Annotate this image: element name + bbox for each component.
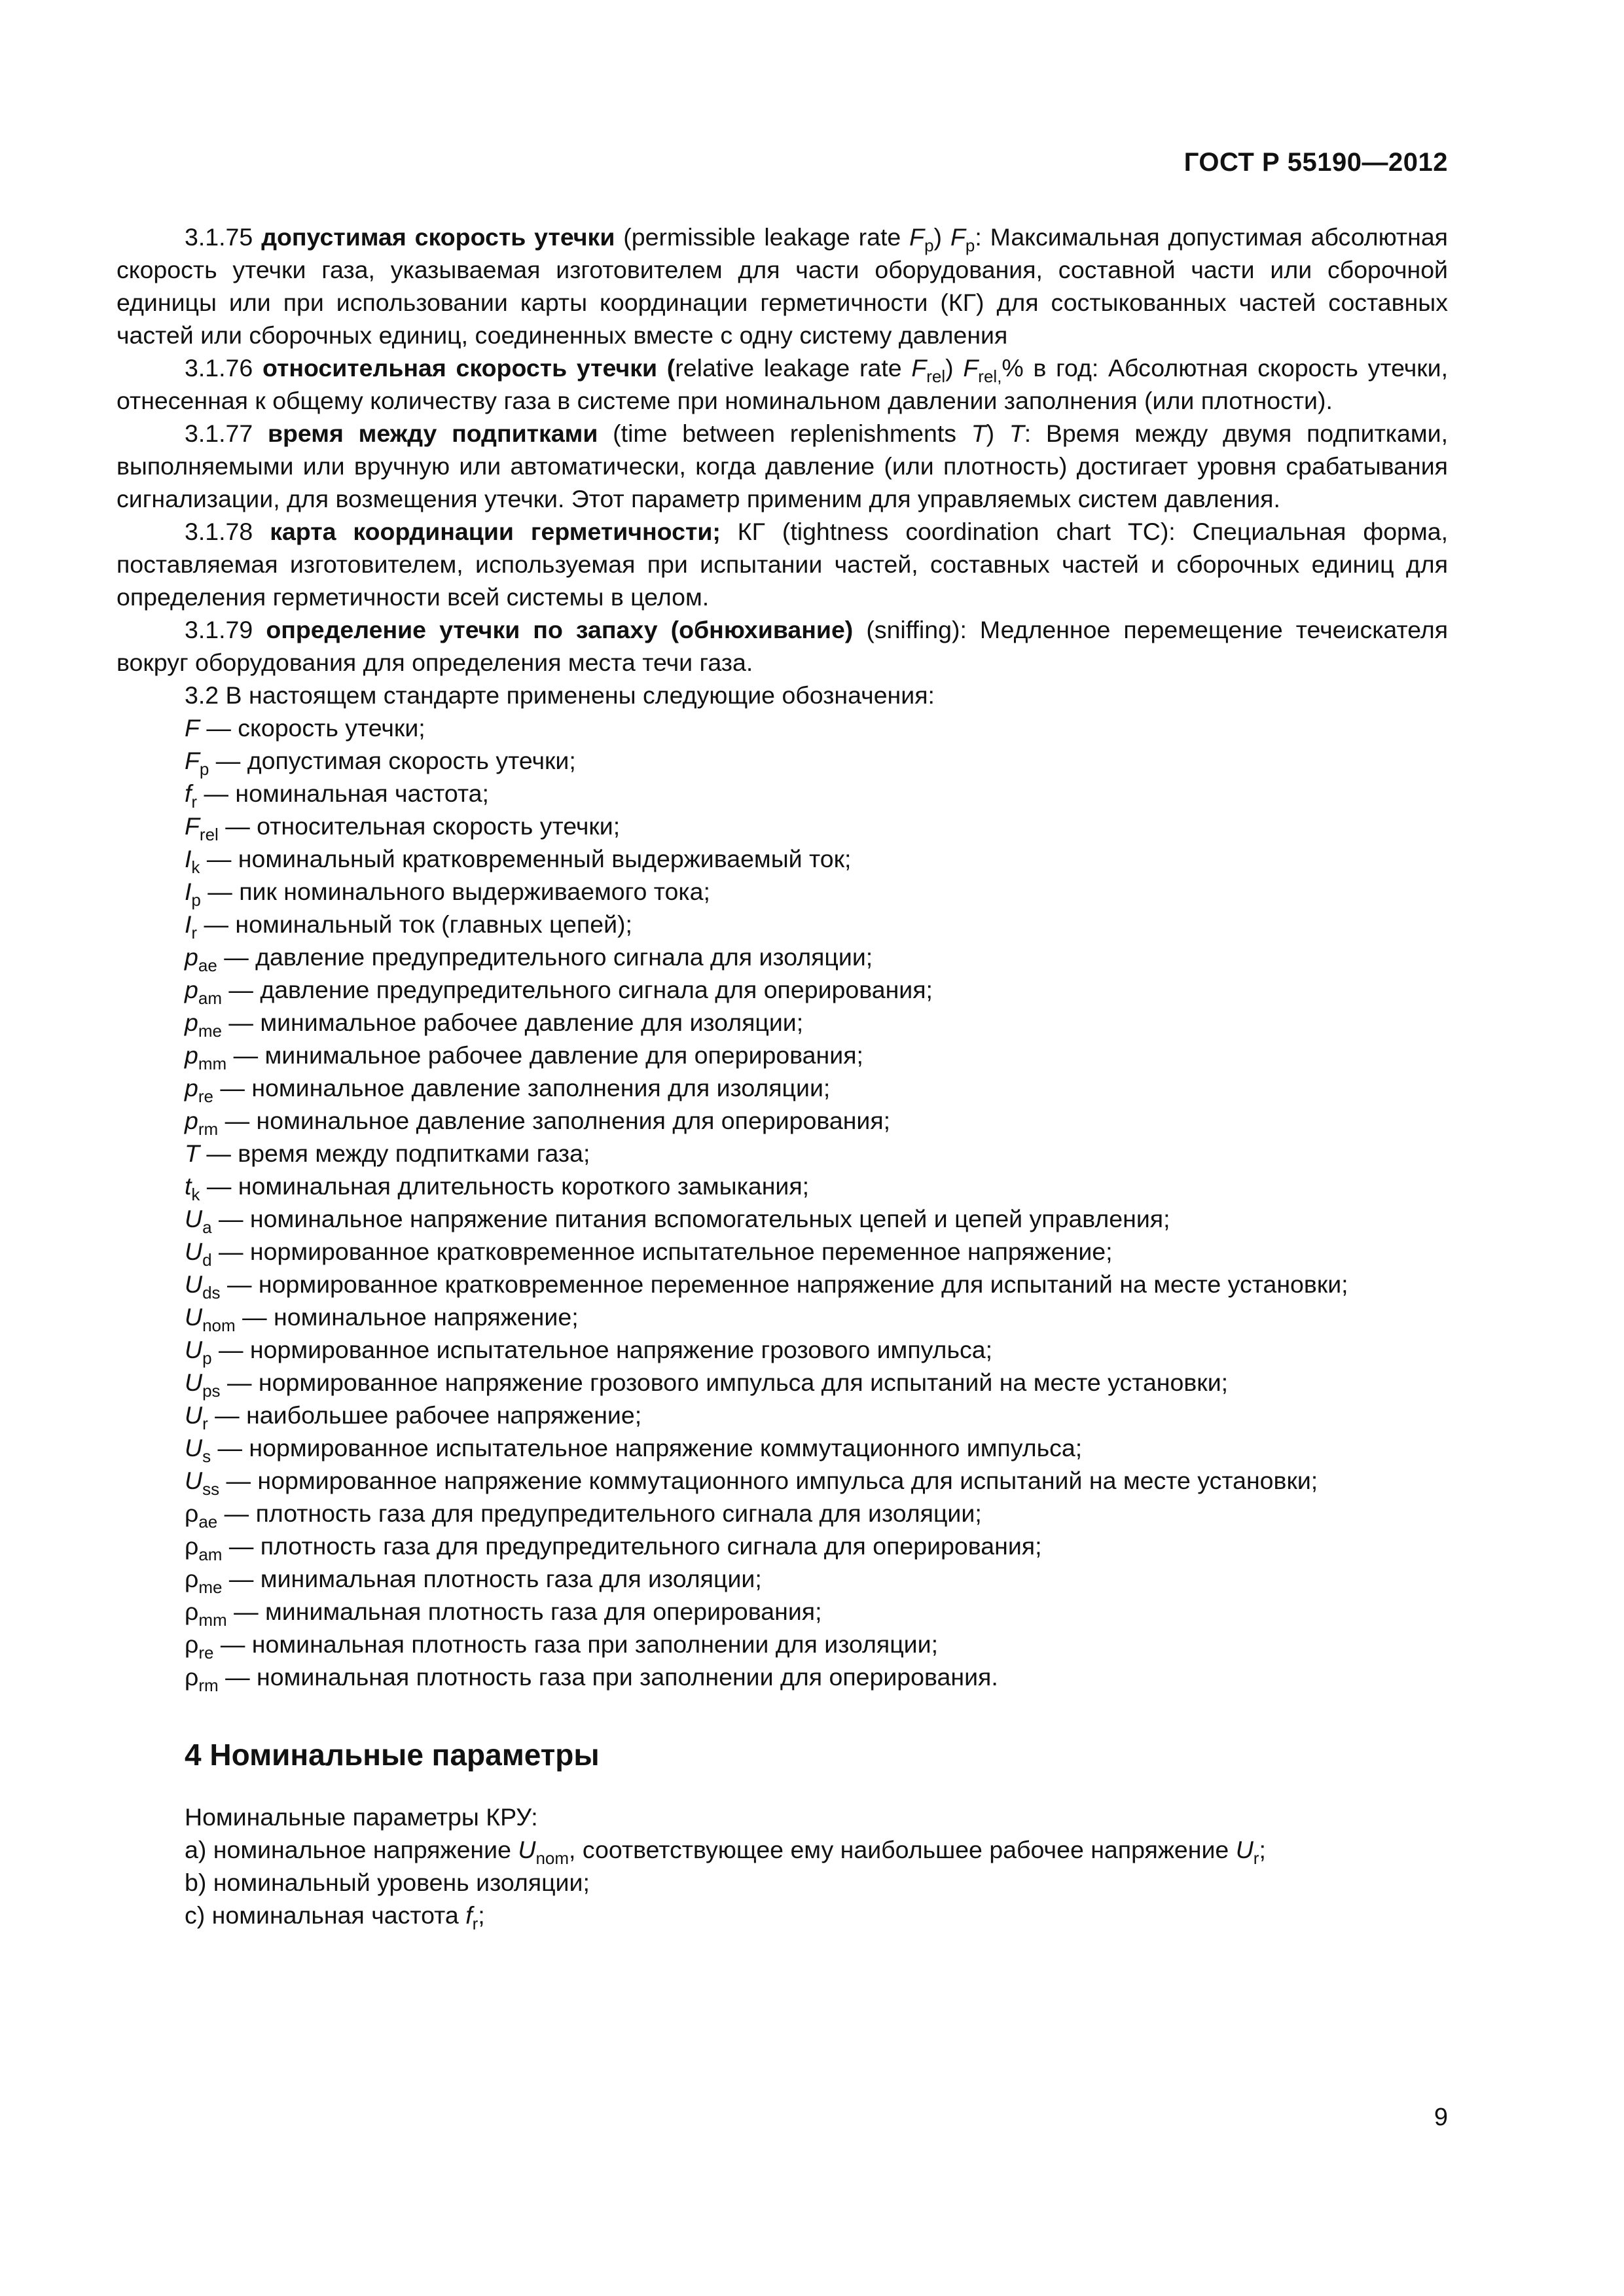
- symbol: T: [1009, 420, 1024, 447]
- symbol-description: — скорость утечки;: [199, 714, 425, 742]
- symbol-subscript: re: [198, 1643, 214, 1662]
- symbol: ρ: [185, 1630, 199, 1658]
- symbol: ρ: [185, 1565, 199, 1592]
- symbol-row: [117, 1562, 1448, 1595]
- definition-english: (permissible leakage rate: [615, 223, 910, 251]
- symbol-row: [117, 1006, 1448, 1039]
- symbol: F: [911, 354, 927, 382]
- symbol-subscript: s: [202, 1446, 211, 1466]
- symbol-subscript: re: [198, 1086, 213, 1106]
- symbol-description: — номинальное напряжение;: [235, 1303, 579, 1331]
- symbol-subscript: r: [191, 923, 198, 942]
- list-item-a: [117, 1833, 1448, 1866]
- section-heading: 4 Номинальные параметры: [185, 1738, 600, 1772]
- definition-english: relative leakage rate: [675, 354, 912, 382]
- symbol-subscript: mm: [198, 1054, 227, 1073]
- symbol: f: [465, 1901, 473, 1929]
- symbol: p: [185, 943, 198, 971]
- definition-number: 3.1.75: [185, 223, 253, 251]
- definition-term: допустимая скорость утечки: [261, 223, 615, 251]
- symbol: I: [185, 845, 192, 872]
- symbol-row: [117, 842, 1448, 875]
- symbol-description: — нормированное кратковременное переменное напряжение для испытаний на месте установки;: [220, 1270, 1348, 1298]
- symbol: U: [185, 1238, 203, 1265]
- symbol-description: — номинальное напряжение питания вспомогательных цепей и цепей управления;: [211, 1205, 1170, 1232]
- symbol-row: [117, 1399, 1448, 1431]
- symbol-row: [117, 1366, 1448, 1399]
- definition-english-close: ): [986, 420, 1009, 447]
- definition-term: определение утечки по запаху (обнюхивание): [266, 616, 854, 643]
- symbols-intro: 3.2 В настоящем стандарте применены следующие обозначения:: [185, 681, 935, 709]
- symbol: U: [185, 1369, 203, 1396]
- symbol-row: [117, 1300, 1448, 1333]
- definition-3-1-79: [117, 613, 1448, 679]
- symbol-description: — номинальная частота;: [197, 780, 489, 807]
- definition-text: : Максимальная допустимая абсолютная скорость утечки газа, указываемая изготовителем для части оборудования, составной части или сборочной единицы или при использовании карты координации герметичности (КГ) для состыкованных частей составных частей или сборочных единиц, соединенных вместе с одну систему давления: [117, 223, 1448, 349]
- symbol-row: [117, 1137, 1448, 1170]
- symbol-description: — плотность газа для предупредительного сигнала для оперирования;: [222, 1532, 1042, 1560]
- symbol-row: [117, 941, 1448, 973]
- symbol-row: [117, 711, 1448, 744]
- symbol: ρ: [185, 1663, 199, 1691]
- symbol-row: [117, 1497, 1448, 1530]
- definition-term: карта координации герметичности;: [270, 518, 721, 545]
- symbol-subscript: r: [472, 1914, 478, 1933]
- symbol-subscript: nom: [202, 1316, 236, 1335]
- symbol: p: [185, 1041, 198, 1069]
- symbol-row: [117, 1235, 1448, 1268]
- symbol-description: — нормированное испытательное напряжение грозового импульса;: [211, 1336, 993, 1363]
- symbol-row: [117, 908, 1448, 941]
- symbol-row: [117, 1268, 1448, 1300]
- symbol: p: [185, 1074, 198, 1102]
- symbol-row: [117, 1039, 1448, 1071]
- symbol-description: — относительная скорость утечки;: [218, 812, 621, 840]
- symbol-subscript: r: [1253, 1848, 1259, 1868]
- symbol-subscript: rel: [926, 367, 946, 386]
- definition-3-1-78: [117, 515, 1448, 613]
- symbol-description: — давление предупредительного сигнала для оперирования;: [221, 976, 933, 1003]
- definition-term: время между подпитками: [267, 420, 598, 447]
- symbol-row: [117, 875, 1448, 908]
- symbol-description: — номинальное давление заполнения для изоляции;: [213, 1074, 831, 1102]
- page-header-doc-id: ГОСТ Р 55190—2012: [1183, 148, 1448, 177]
- definition-number: 3.1.78: [185, 518, 253, 545]
- symbol-description: — наибольшее рабочее напряжение;: [208, 1401, 642, 1429]
- symbol-row: [117, 1333, 1448, 1366]
- list-item-b: b) номинальный уровень изоляции;: [185, 1869, 590, 1896]
- symbol-row: [117, 1628, 1448, 1660]
- symbol-row: [117, 1464, 1448, 1497]
- symbol-subscript: rel: [199, 825, 219, 844]
- symbol-row: [117, 810, 1448, 842]
- symbol-subscript: a: [202, 1217, 212, 1237]
- symbol-description: — номинальный кратковременный выдерживаемый ток;: [200, 845, 852, 872]
- symbol-subscript: mm: [198, 1610, 227, 1630]
- symbol: t: [185, 1172, 192, 1200]
- symbol-row: [117, 1660, 1448, 1693]
- symbol-description: — номинальная длительность короткого замыкания;: [200, 1172, 810, 1200]
- symbol-description: — плотность газа для предупредительного сигнала для изоляции;: [217, 1499, 982, 1527]
- symbol-row: [117, 1202, 1448, 1235]
- symbol-description: — нормированное кратковременное испытательное переменное напряжение;: [211, 1238, 1113, 1265]
- symbol-description: — минимальная плотность газа для изоляции;: [222, 1565, 762, 1592]
- symbol-subscript: k: [191, 857, 200, 877]
- symbol: p: [185, 1107, 198, 1134]
- definition-number: 3.1.77: [185, 420, 253, 447]
- symbol-description: — минимальная плотность газа для оперирования;: [226, 1598, 822, 1625]
- definition-text: (sniffing): Медленное перемещение течеискателя вокруг оборудования для определения места течи газа.: [117, 616, 1449, 676]
- symbol-subscript: p: [199, 759, 209, 779]
- symbol-description: — время между подпитками газа;: [199, 1139, 590, 1167]
- symbol: U: [185, 1270, 203, 1298]
- definition-3-1-75: [117, 221, 1448, 351]
- item-text: c) номинальная частота: [185, 1901, 466, 1929]
- symbol: U: [185, 1336, 203, 1363]
- symbol-row: [117, 973, 1448, 1006]
- symbol-description: — минимальное рабочее давление для оперирования;: [226, 1041, 863, 1069]
- symbol-row: [117, 1104, 1448, 1137]
- item-text: ;: [1259, 1836, 1266, 1863]
- symbol: U: [185, 1303, 203, 1331]
- symbol-description: — номинальная плотность газа при заполнении для оперирования.: [218, 1663, 998, 1691]
- symbol-row: [117, 1530, 1448, 1562]
- symbol: F: [950, 223, 965, 251]
- symbol-description: — нормированное испытательное напряжение коммутационного импульса;: [211, 1434, 1083, 1462]
- symbol-row: [117, 1595, 1448, 1628]
- symbol-description: — номинальный ток (главных цепей);: [197, 910, 632, 938]
- symbol-row: [117, 777, 1448, 810]
- symbol-row: [117, 1071, 1448, 1104]
- definition-text: : Время между двумя подпитками, выполняемыми или вручную или автоматически, когда давление (или плотность) достигает уровня срабатывания сигнализации, для возмещения утечки. Этот параметр применим для управляемых систем давления.: [117, 420, 1448, 512]
- symbol: U: [185, 1205, 203, 1232]
- definition-text: % в год: Абсолютная скорость утечки, отнесенная к общему количеству газа в системе при номинальном давлении заполнения (или плотности).: [117, 354, 1449, 414]
- symbol-subscript: r: [202, 1414, 208, 1433]
- list-item-c: [117, 1899, 1448, 1931]
- symbol: F: [963, 354, 979, 382]
- symbol-subscript: ps: [202, 1381, 221, 1401]
- symbol-description: — номинальное давление заполнения для оперирования;: [218, 1107, 891, 1134]
- symbol: T: [971, 420, 986, 447]
- page-number: 9: [1434, 2104, 1448, 2131]
- symbol-description: — нормированное напряжение коммутационного импульса для испытаний на месте установки;: [219, 1467, 1318, 1494]
- definition-text: КГ (tightness coordination chart ТС): Специальная форма, поставляемая изготовителем, используемая при испытании частей, составных частей и сборочных единиц для определения герметичности всей системы в целом.: [117, 518, 1448, 611]
- item-text: ;: [478, 1901, 485, 1929]
- symbol-subscript: ss: [202, 1479, 220, 1499]
- symbol: T: [185, 1139, 200, 1167]
- symbol-subscript: me: [198, 1577, 223, 1597]
- symbol: F: [185, 714, 200, 742]
- symbol-subscript: d: [202, 1250, 212, 1270]
- symbol-description: — номинальная плотность газа при заполнении для изоляции;: [213, 1630, 938, 1658]
- definition-number: 3.1.76: [185, 354, 253, 382]
- symbol-subscript: p: [191, 890, 201, 910]
- symbol: ρ: [185, 1499, 199, 1527]
- definition-term: относительная скорость утечки (: [262, 354, 676, 382]
- symbol-subscript: ae: [198, 956, 217, 975]
- definition-3-1-77: [117, 417, 1448, 515]
- symbol: f: [185, 780, 192, 807]
- symbol-row: [117, 744, 1448, 777]
- symbol-description: — минимальное рабочее давление для изоляции;: [221, 1009, 804, 1036]
- symbol-subscript: rm: [198, 1119, 219, 1139]
- symbol: p: [185, 1009, 198, 1036]
- symbol-subscript: am: [198, 988, 222, 1008]
- symbol: U: [185, 1434, 203, 1462]
- symbol: F: [185, 812, 200, 840]
- symbol: U: [518, 1836, 536, 1863]
- symbol-subscript: rm: [198, 1676, 219, 1695]
- symbol-description: — допустимая скорость утечки;: [209, 747, 576, 774]
- symbol-subscript: me: [198, 1021, 222, 1041]
- symbol-subscript: rel,: [978, 367, 1002, 386]
- symbol-description: — нормированное напряжение грозового импульса для испытаний на месте установки;: [220, 1369, 1229, 1396]
- symbol-description: — давление предупредительного сигнала для изоляции;: [217, 943, 873, 971]
- symbol-subscript: p: [202, 1348, 212, 1368]
- symbol: ρ: [185, 1532, 199, 1560]
- symbol: I: [185, 910, 192, 938]
- definition-english: (time between replenishments: [598, 420, 971, 447]
- symbol-subscript: am: [198, 1545, 223, 1564]
- symbol: I: [185, 878, 192, 905]
- symbol: U: [1235, 1836, 1254, 1863]
- symbol: F: [185, 747, 200, 774]
- symbol: U: [185, 1401, 203, 1429]
- symbol-subscript: ae: [198, 1512, 218, 1532]
- symbol: p: [185, 976, 198, 1003]
- definition-number: 3.1.79: [185, 616, 253, 643]
- symbol-subscript: nom: [535, 1848, 569, 1868]
- page-content: [117, 221, 1448, 1931]
- definition-3-1-76: [117, 351, 1448, 417]
- symbol: F: [909, 223, 925, 251]
- symbol-subscript: k: [191, 1185, 200, 1204]
- symbol: U: [185, 1467, 203, 1494]
- symbol-row: [117, 1431, 1448, 1464]
- symbol: ρ: [185, 1598, 199, 1625]
- symbol-subscript: ds: [202, 1283, 221, 1302]
- symbol-subscript: p: [965, 236, 975, 255]
- symbols-list: [117, 711, 1448, 1693]
- item-text: , соответствующее ему наибольшее рабочее напряжение: [569, 1836, 1236, 1863]
- section-intro: Номинальные параметры КРУ:: [185, 1803, 538, 1831]
- symbol-row: [117, 1170, 1448, 1202]
- definition-english-close: ): [945, 354, 964, 382]
- symbol-subscript: r: [191, 792, 198, 812]
- definition-english-close: ): [933, 223, 950, 251]
- symbol-description: — пик номинального выдерживаемого тока;: [200, 878, 710, 905]
- item-text: a) номинальное напряжение: [185, 1836, 518, 1863]
- symbol-subscript: p: [924, 236, 934, 255]
